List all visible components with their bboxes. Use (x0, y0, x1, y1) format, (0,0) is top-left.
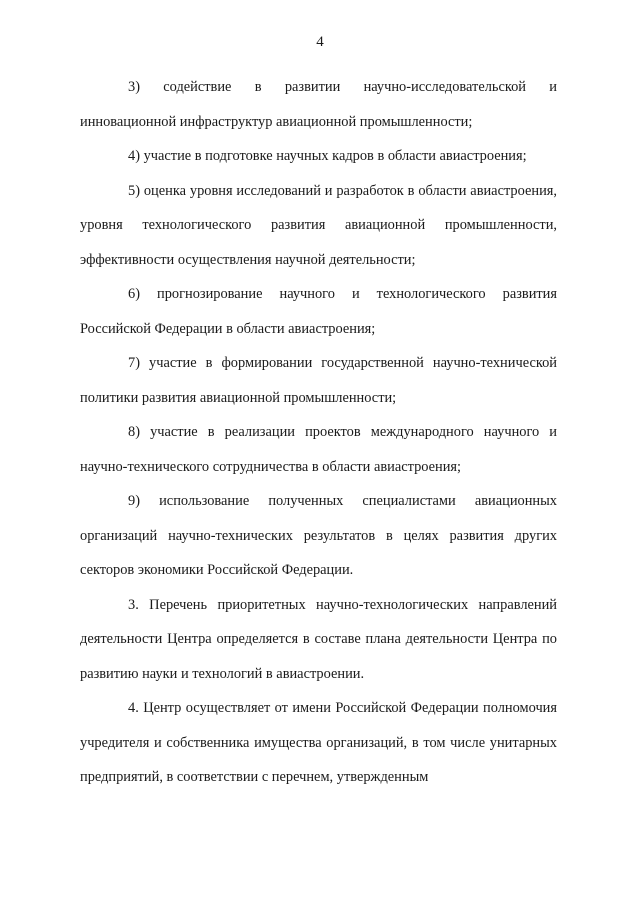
list-item-8: 8) участие в реализации проектов международного научного и научно-технического сотрудничества в области авиастроения; (80, 424, 557, 475)
list-item-9: 9) использование полученных специалистами авиационных организаций научно-технических результатов в целях развития других секторов экономики Российской Федерации. (80, 493, 557, 578)
list-item-4: 4) участие в подготовке научных кадров в области авиастроения; (128, 148, 527, 164)
section-4-paragraph: 4. Центр осуществляет от имени Российской Федерации полномочия учредителя и собственника имущества организаций, в том числе унитарных предприятий, в соответствии с перечнем, утвержденным (80, 700, 557, 785)
list-item-3: 3) содействие в развитии научно-исследовательской и инновационной инфраструктур авиационной промышленности; (80, 79, 557, 130)
section-3-paragraph: 3. Перечень приоритетных научно-технологических направлений деятельности Центра определяется в составе плана деятельности Центра по развитию науки и технологий в авиастроении. (80, 596, 557, 682)
list-item-5: 5) оценка уровня исследований и разработок в области авиастроения, уровня технологического развития авиационной промышленности, эффективности осуществления научной деятельности; (80, 182, 557, 268)
page-number: 4 (316, 34, 324, 50)
list-item-7: 7) участие в формировании государственной научно-технической политики развития авиационной промышленности; (80, 355, 557, 406)
list-item-6: 6) прогнозирование научного и технологического развития Российской Федерации в области авиастроения; (80, 286, 557, 337)
document-body (80, 70, 557, 795)
